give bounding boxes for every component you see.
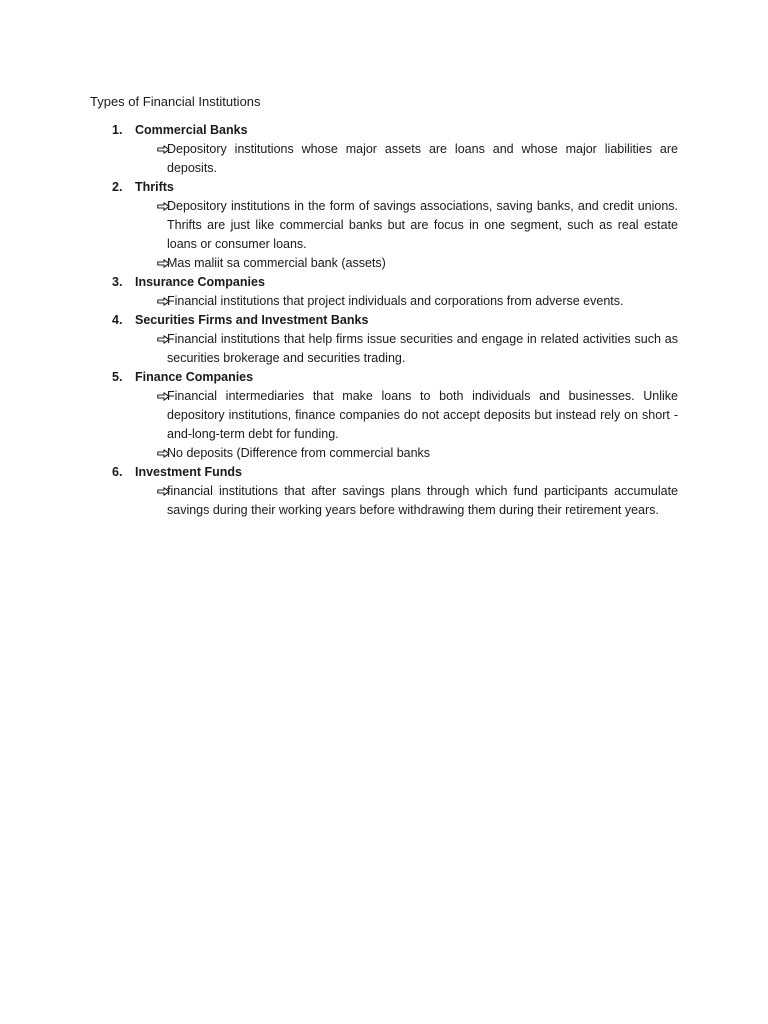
bullet-list [90,482,678,520]
bullet-text: Financial intermediaries that make loans to both individuals and businesses. Unlike depository institutions, finance companies do not accept deposits but instead rely on short -and-long-term debt for funding. [167,389,678,441]
bullet-text: Depository institutions whose major assets are loans and whose major liabilities are deposits. [167,142,678,175]
bullet-text: Financial institutions that project individuals and corporations from adverse events. [167,294,624,308]
bullet-item [90,444,678,463]
section-number: 5. [112,370,123,384]
arrow-right-outline-icon [157,292,171,311]
section-number: 1. [112,123,123,137]
section-item [90,463,678,520]
section-heading [90,178,678,197]
bullet-list [90,330,678,368]
arrow-right-outline-icon [157,482,171,501]
document-title: Types of Financial Institutions [90,94,261,109]
section-item [90,368,678,463]
arrow-right-outline-icon [157,254,171,273]
section-heading [90,121,678,140]
section-label: Investment Funds [135,465,242,479]
section-label: Thrifts [135,180,174,194]
bullet-item [90,292,678,311]
section-heading [90,273,678,292]
bullet-text: No deposits (Difference from commercial banks [167,446,431,460]
bullet-item [90,197,678,254]
section-item [90,273,678,311]
section-item [90,178,678,273]
section-label: Securities Firms and Investment Banks [135,313,369,327]
section-item [90,311,678,368]
bullet-text: financial institutions that after savings plans through which fund participants accumulate savings during their working years before withdrawing them during their retirement years. [167,484,678,517]
arrow-right-outline-icon [157,330,171,349]
bullet-list [90,292,678,311]
section-item [90,121,678,178]
section-number: 3. [112,275,123,289]
bullet-text: Mas maliit sa commercial bank (assets) [167,256,386,270]
arrow-right-outline-icon [157,140,171,159]
bullet-text: Depository institutions in the form of savings associations, saving banks, and credit unions. Thrifts are just like commercial banks but are focus in one segment, such as real estate loans or consumer loans. [167,199,678,251]
section-number: 4. [112,313,123,327]
bullet-item [90,140,678,178]
bullet-list [90,387,678,463]
bullet-item [90,482,678,520]
bullet-list [90,140,678,178]
bullet-item [90,254,678,273]
section-heading [90,463,678,482]
arrow-right-outline-icon [157,387,171,406]
bullet-item [90,330,678,368]
bullet-text: Financial institutions that help firms issue securities and engage in related activities such as securities brokerage and securities trading. [167,332,678,365]
section-heading [90,311,678,330]
bullet-list [90,197,678,273]
section-number: 2. [112,180,123,194]
section-label: Insurance Companies [135,275,265,289]
section-label: Commercial Banks [135,123,248,137]
section-label: Finance Companies [135,370,254,384]
arrow-right-outline-icon [157,444,171,463]
arrow-right-outline-icon [157,197,171,216]
section-number: 6. [112,465,123,479]
bullet-item [90,387,678,444]
section-heading [90,368,678,387]
section-list [90,121,678,520]
